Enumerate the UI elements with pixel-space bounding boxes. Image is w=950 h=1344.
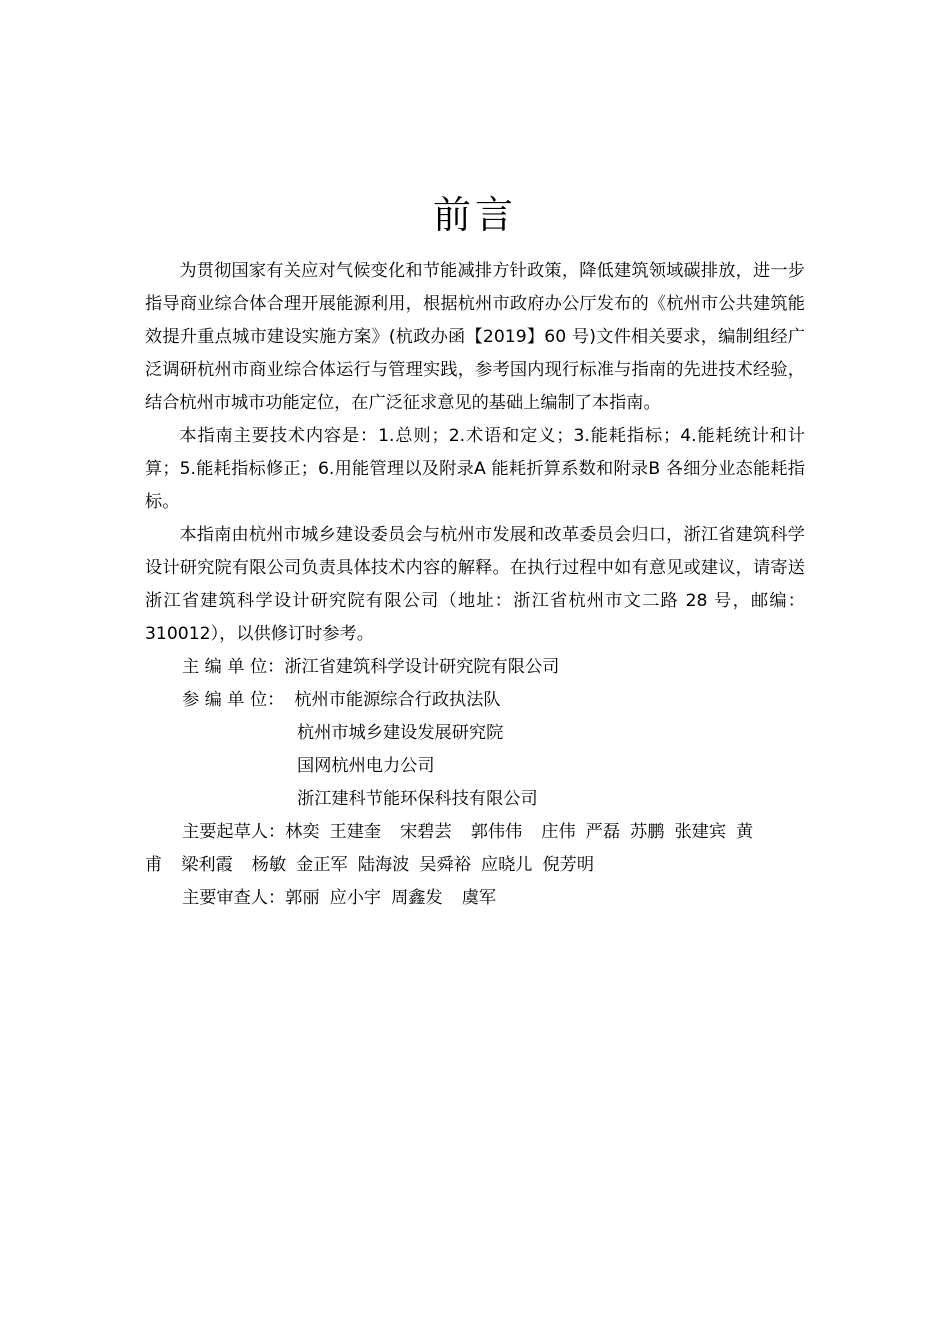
reviewer-name: 郭丽 (285, 888, 320, 908)
participating-unit-row (145, 684, 805, 717)
reviewer-name: 周鑫发 (391, 888, 443, 908)
drafters-label: 主要起草人： (182, 822, 286, 842)
drafter-name: 苏鹏 (630, 822, 665, 842)
participating-unit-label: 参 编 单 位： (182, 690, 285, 710)
drafters-row (145, 849, 805, 882)
chief-unit-row (145, 651, 805, 684)
drafter-name: 张建宾 (674, 822, 727, 842)
drafter-name: 陆海波 (357, 855, 410, 875)
participating-unit-item: 杭州市能源综合行政执法队 (294, 690, 501, 710)
drafter-name: 严磊 (585, 822, 621, 842)
chief-unit-value: 浙江省建筑科学设计研究院有限公司 (284, 657, 560, 677)
drafter-name: 宋碧芸 (400, 822, 452, 842)
paragraph-contents: 本指南主要技术内容是：1.总则；2.术语和定义；3.能耗指标；4.能耗统计和计算；5.能耗指标修正；6.用能管理以及附录A 能耗折算系数和附录B 各细分业态能耗指标。 (145, 426, 805, 512)
drafter-name: 金正军 (296, 855, 348, 875)
drafter-name: 甫 (145, 855, 163, 875)
drafter-name: 应晓儿 (480, 855, 533, 875)
participating-unit-row (145, 717, 805, 750)
drafter-name: 吴舜裕 (419, 855, 471, 875)
participating-unit-item: 浙江建科节能环保科技有限公司 (297, 789, 538, 809)
reviewer-name: 应小宇 (329, 888, 382, 908)
reviewers-label: 主要审查人： (182, 888, 286, 908)
drafter-name: 黄 (736, 822, 754, 842)
participating-unit-row (145, 783, 805, 816)
participating-unit-row (145, 750, 805, 783)
drafter-name: 林奕 (285, 822, 320, 842)
chief-unit-label: 主 编 单 位： (182, 657, 285, 677)
reviewers-row (145, 882, 805, 915)
reviewer-name: 虞军 (461, 888, 497, 908)
page-title: 前言 (432, 193, 517, 237)
participating-unit-item: 杭州市城乡建设发展研究院 (297, 723, 504, 743)
drafter-name: 庄伟 (541, 822, 576, 842)
paragraph-purpose: 为贯彻国家有关应对气候变化和节能减排方针政策，降低建筑领域碳排放，进一步指导商业综合体合理开展能源利用，根据杭州市政府办公厅发布的《杭州市公共建筑能效提升重点城市建设实施方案》(杭政办函【2019】60 号)文件相关要求，编制组经广泛调研杭州市商业综合体运行与管理实践，参考国内现行标准与指南的先进技术经验，结合杭州市城市功能定位，在广泛征求意见的基础上编制了本指南。 (145, 261, 805, 413)
participating-unit-item: 国网杭州电力公司 (297, 756, 435, 776)
paragraph-responsibility: 本指南由杭州市城乡建设委员会与杭州市发展和改革委员会归口，浙江省建筑科学设计研究院有限公司负责具体技术内容的解释。在执行过程中如有意见或建议，请寄送浙江省建筑科学设计研究院有限公司（地址：浙江省杭州市文二路 28 号，邮编：310012），以供修订时参考。 (145, 525, 805, 644)
preface-body (145, 255, 805, 915)
drafter-name: 郭伟伟 (470, 822, 523, 842)
drafter-name: 倪芳明 (542, 855, 595, 875)
drafter-name: 杨敏 (251, 855, 287, 875)
drafter-name: 梁利霞 (181, 855, 233, 875)
drafter-name: 王建奎 (329, 822, 382, 842)
drafters-row (145, 816, 805, 849)
